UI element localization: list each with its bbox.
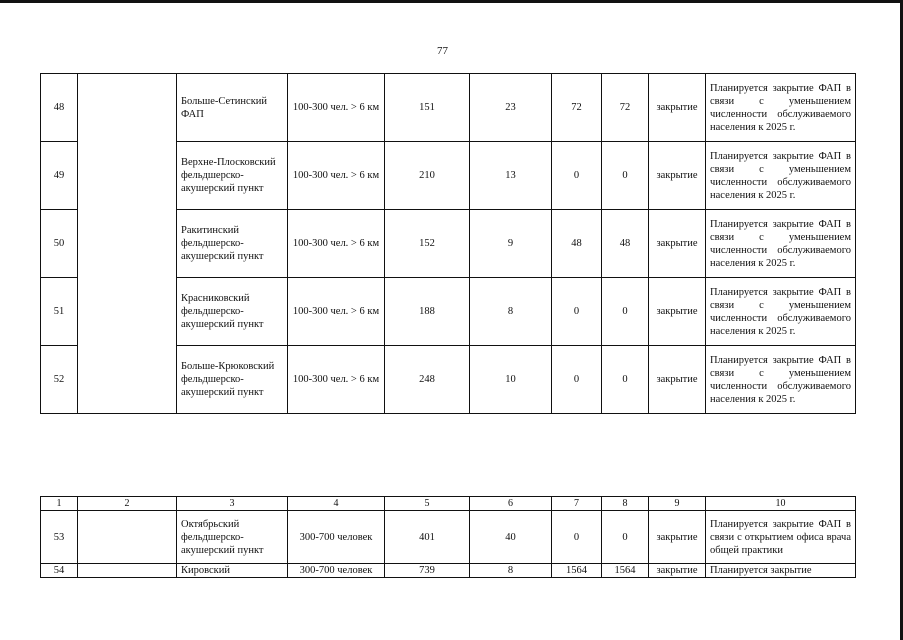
value-col7: 48 [552, 210, 602, 278]
note: Планируется закрытие [706, 564, 856, 578]
facilities-table [40, 73, 856, 414]
value-col8: 1564 [602, 564, 649, 578]
facility-name: Больше-Крюковский фельдшерско-акушерский пункт [177, 346, 288, 414]
column-number: 6 [470, 497, 552, 511]
note: Планируется закрытие ФАП в связи с уменьшением численности обслуживаемого населения к 2025 г. [706, 210, 856, 278]
row-number: 48 [41, 74, 78, 142]
facility-name: Больше-Сетинский ФАП [177, 74, 288, 142]
facility-name: Красниковский фельдшерско-акушерский пункт [177, 278, 288, 346]
row-number: 54 [41, 564, 78, 578]
row-number: 53 [41, 511, 78, 564]
action: закрытие [649, 74, 706, 142]
note: Планируется закрытие ФАП в связи с уменьшением численности обслуживаемого населения к 2025 г. [706, 278, 856, 346]
table-row [41, 564, 856, 578]
row-number: 51 [41, 278, 78, 346]
action: закрытие [649, 278, 706, 346]
population-range: 100-300 чел. > 6 км [288, 278, 385, 346]
district-cell [78, 511, 177, 564]
value-col8: 48 [602, 210, 649, 278]
value-col6: 8 [470, 564, 552, 578]
action: закрытие [649, 210, 706, 278]
district-cell [78, 564, 177, 578]
value-col5: 152 [385, 210, 470, 278]
value-col6: 10 [470, 346, 552, 414]
column-number: 4 [288, 497, 385, 511]
note: Планируется закрытие ФАП в связи с уменьшением численности обслуживаемого населения к 2025 г. [706, 74, 856, 142]
value-col5: 188 [385, 278, 470, 346]
population-range: 100-300 чел. > 6 км [288, 74, 385, 142]
population-range: 100-300 чел. > 6 км [288, 210, 385, 278]
table-row [41, 74, 856, 142]
value-col6: 40 [470, 511, 552, 564]
column-number: 7 [552, 497, 602, 511]
value-col8: 0 [602, 346, 649, 414]
page-number: 77 [437, 45, 448, 57]
value-col6: 13 [470, 142, 552, 210]
value-col8: 0 [602, 142, 649, 210]
facility-name: Верхне-Плосковский фельдшерско-акушерский пункт [177, 142, 288, 210]
column-numbers-row [41, 497, 856, 511]
population-range: 300-700 человек [288, 511, 385, 564]
value-col8: 0 [602, 278, 649, 346]
value-col6: 8 [470, 278, 552, 346]
column-number: 2 [78, 497, 177, 511]
facility-name: Ракитинский фельдшерско-акушерский пункт [177, 210, 288, 278]
value-col7: 0 [552, 142, 602, 210]
page-border-top [0, 0, 903, 3]
value-col7: 72 [552, 74, 602, 142]
column-number: 3 [177, 497, 288, 511]
value-col5: 739 [385, 564, 470, 578]
district-cell [78, 74, 177, 414]
column-number: 5 [385, 497, 470, 511]
note: Планируется закрытие ФАП в связи с открытием офиса врача общей практики [706, 511, 856, 564]
value-col5: 248 [385, 346, 470, 414]
value-col6: 9 [470, 210, 552, 278]
value-col7: 0 [552, 346, 602, 414]
population-range: 300-700 человек [288, 564, 385, 578]
value-col6: 23 [470, 74, 552, 142]
value-col8: 0 [602, 511, 649, 564]
column-number: 10 [706, 497, 856, 511]
value-col8: 72 [602, 74, 649, 142]
note: Планируется закрытие ФАП в связи с уменьшением численности обслуживаемого населения к 2025 г. [706, 346, 856, 414]
row-number: 52 [41, 346, 78, 414]
value-col7: 0 [552, 511, 602, 564]
action: закрытие [649, 346, 706, 414]
action: закрытие [649, 564, 706, 578]
note: Планируется закрытие ФАП в связи с уменьшением численности обслуживаемого населения к 2025 г. [706, 142, 856, 210]
value-col5: 401 [385, 511, 470, 564]
facility-name: Кировский [177, 564, 288, 578]
population-range: 100-300 чел. > 6 км [288, 142, 385, 210]
action: закрытие [649, 142, 706, 210]
facility-name: Октябрьский фельдшерско-акушерский пункт [177, 511, 288, 564]
row-number: 49 [41, 142, 78, 210]
column-number: 1 [41, 497, 78, 511]
table-row [41, 511, 856, 564]
value-col7: 0 [552, 278, 602, 346]
value-col5: 151 [385, 74, 470, 142]
population-range: 100-300 чел. > 6 км [288, 346, 385, 414]
facilities-table-continued [40, 496, 856, 578]
column-number: 9 [649, 497, 706, 511]
action: закрытие [649, 511, 706, 564]
value-col7: 1564 [552, 564, 602, 578]
row-number: 50 [41, 210, 78, 278]
column-number: 8 [602, 497, 649, 511]
value-col5: 210 [385, 142, 470, 210]
